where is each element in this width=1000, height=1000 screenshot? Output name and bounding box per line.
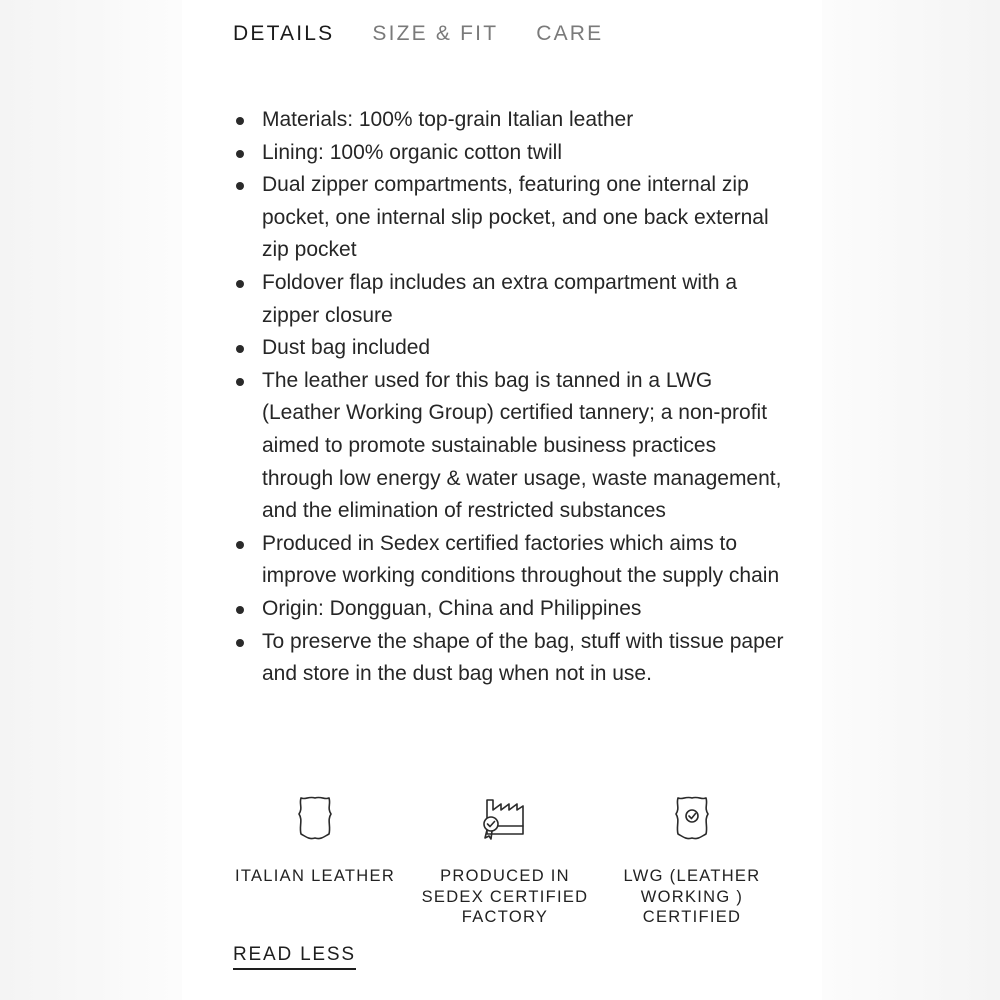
details-list xyxy=(236,104,786,691)
badge-sedex-factory xyxy=(415,790,595,928)
list-item: Dual zipper compartments, featuring one internal zip pocket, one internal slip pocket, and one back external zip pocket xyxy=(236,169,786,267)
list-item: Dust bag included xyxy=(236,332,786,365)
list-item: Foldover flap includes an extra compartment with a zipper closure xyxy=(236,267,786,332)
list-item: Materials: 100% top-grain Italian leather xyxy=(236,104,786,137)
badge-label: PRODUCED IN SEDEX CERTIFIED FACTORY xyxy=(421,867,589,926)
list-item: The leather used for this bag is tanned in a LWG (Leather Working Group) certified tannery; a non-profit aimed to promote sustainable business practices through low energy & water usage, waste management, and the elimination of restricted substances xyxy=(236,365,786,528)
list-item: Origin: Dongguan, China and Philippines xyxy=(236,593,786,626)
list-item: Produced in Sedex certified factories which aims to improve working conditions throughout the supply chain xyxy=(236,528,786,593)
leather-hide-icon xyxy=(287,790,343,846)
list-item: To preserve the shape of the bag, stuff with tissue paper and store in the dust bag when not in use. xyxy=(236,626,786,691)
tab-care[interactable]: CARE xyxy=(536,22,604,45)
badge-lwg-certified xyxy=(602,790,782,928)
tab-size-and-fit[interactable]: SIZE & FIT xyxy=(372,22,499,45)
feature-badges xyxy=(228,790,788,930)
badge-label: ITALIAN LEATHER xyxy=(234,867,396,885)
certified-factory-icon xyxy=(477,790,533,846)
badge-italian-leather xyxy=(225,790,405,887)
list-item: Lining: 100% organic cotton twill xyxy=(236,137,786,170)
read-less-link[interactable]: READ LESS xyxy=(233,944,356,970)
badge-label: LWG (LEATHER WORKING ) CERTIFIED xyxy=(623,867,761,926)
certified-leather-icon xyxy=(664,790,720,846)
product-info-tabs xyxy=(233,22,603,46)
tab-details[interactable]: DETAILS xyxy=(233,22,335,45)
